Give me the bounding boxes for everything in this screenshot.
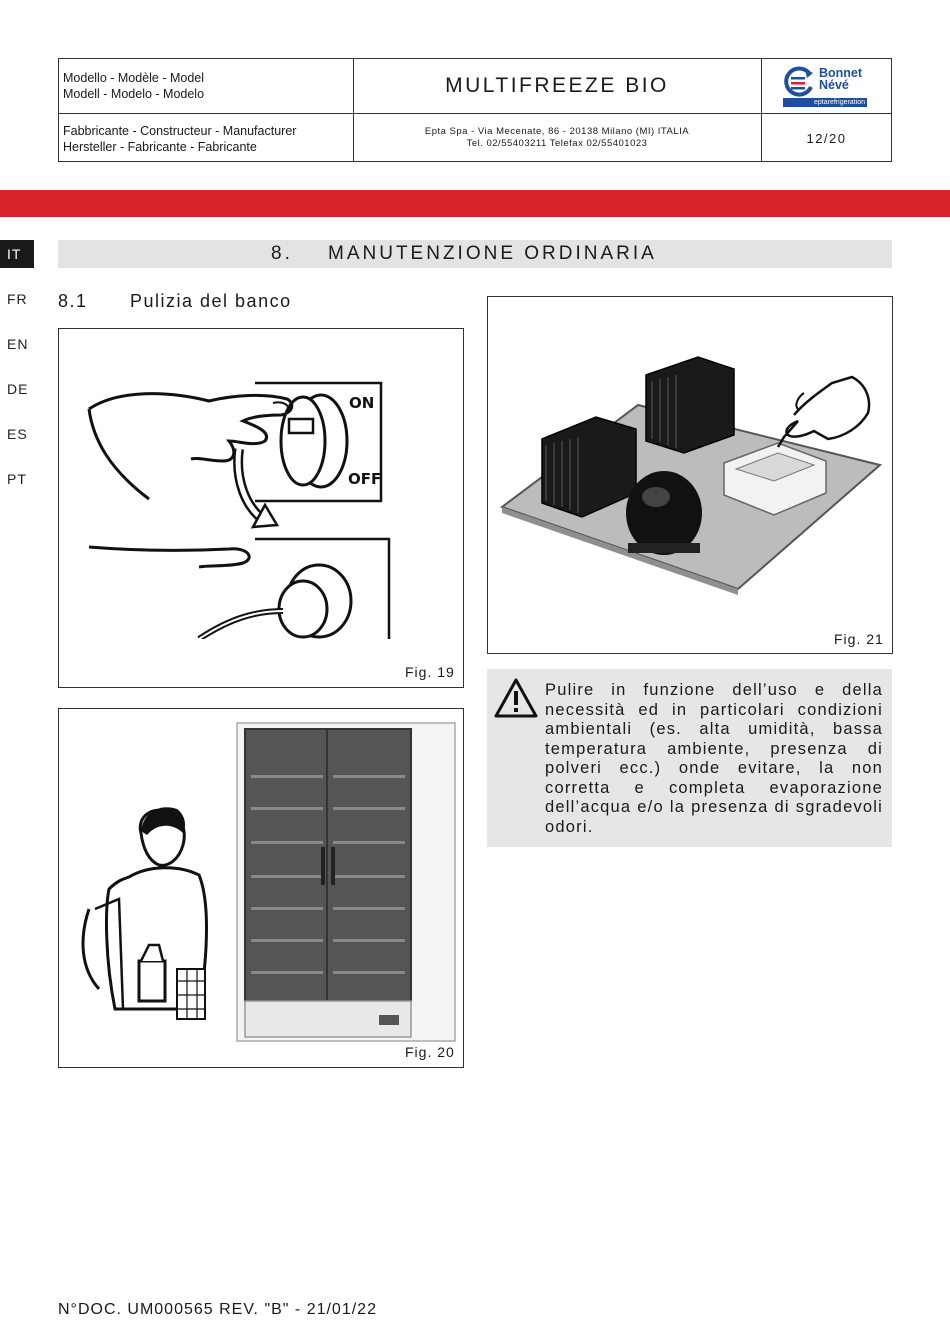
- language-tab-es[interactable]: [0, 420, 34, 448]
- section-title: MANUTENZIONE ORDINARIA: [328, 243, 657, 264]
- figure-21: [487, 296, 893, 654]
- manufacturer-label: [63, 123, 296, 155]
- language-code: DE: [7, 381, 29, 397]
- language-tab-en[interactable]: [0, 330, 34, 358]
- language-tab-it[interactable]: [0, 240, 34, 268]
- figure-20: [58, 708, 464, 1068]
- bonnet-neve-logo: [783, 65, 875, 107]
- section-title-bar: [58, 240, 892, 268]
- language-tab-fr[interactable]: [0, 285, 34, 313]
- warning-box: [487, 669, 892, 847]
- document-number: N°DOC. UM000565 REV. "B" - 21/01/22: [58, 1301, 377, 1318]
- language-tab-pt[interactable]: [0, 465, 34, 493]
- subsection-title: Pulizia del banco: [130, 291, 292, 311]
- product-title: MULTIFREEZE BIO: [445, 74, 669, 97]
- logo-text: Bonnet: [819, 66, 863, 80]
- document-header: [58, 58, 892, 162]
- model-label-line1: Modello - Modèle - Model: [63, 71, 205, 85]
- section-number: 8.: [271, 243, 293, 264]
- figure-19: [58, 328, 464, 688]
- accent-band: [0, 190, 950, 217]
- figure-caption: Fig. 21: [834, 631, 884, 647]
- figure-caption: Fig. 20: [405, 1044, 455, 1060]
- manufacturer-label-line1: Fabbricante - Constructeur - Manufacturer: [63, 124, 297, 138]
- language-code: PT: [7, 471, 27, 487]
- phone-line: Tel. 02/55403211 Telefax 02/55401023: [466, 138, 648, 149]
- language-code: EN: [7, 336, 29, 352]
- warning-triangle-icon: [493, 677, 539, 719]
- language-code: IT: [7, 246, 22, 262]
- language-code: FR: [7, 291, 28, 307]
- switch-off-label: OFF: [348, 470, 382, 488]
- manufacturer-address: [353, 114, 761, 162]
- cleaning-cabinet-illustration: [59, 709, 463, 1049]
- logo-text: Névé: [819, 78, 849, 92]
- logo-bar: eptarefrigeration: [783, 98, 867, 107]
- manufacturer-label-line2: Hersteller - Fabricante - Fabricante: [63, 140, 257, 154]
- model-label-line2: Modell - Modelo - Modelo: [63, 87, 205, 101]
- language-code: ES: [7, 426, 28, 442]
- warning-text: Pulire in funzione dell’uso e della necessità ed in particolari condizioni ambientali (es. alta umidità, bassa temperatura ambiente, presenza di polveri ecc.) onde evitare, la non corretta e completa evaporazione dell’acqua e/o la presenza di sgradevoli odori.: [545, 681, 883, 836]
- power-switch-illustration: [59, 329, 463, 639]
- figure-caption: Fig. 19: [405, 664, 455, 680]
- brand-logo-icon: [783, 65, 817, 99]
- compressor-unit-illustration: [488, 297, 892, 627]
- language-tab-de[interactable]: [0, 375, 34, 403]
- model-label: [63, 70, 204, 102]
- page-number: 12/20: [806, 130, 847, 146]
- switch-on-label: ON: [349, 394, 375, 412]
- address-line: Epta Spa - Via Mecenate, 86 - 20138 Milano (MI) ITALIA: [424, 126, 690, 137]
- subsection-number: 8.1: [58, 291, 88, 311]
